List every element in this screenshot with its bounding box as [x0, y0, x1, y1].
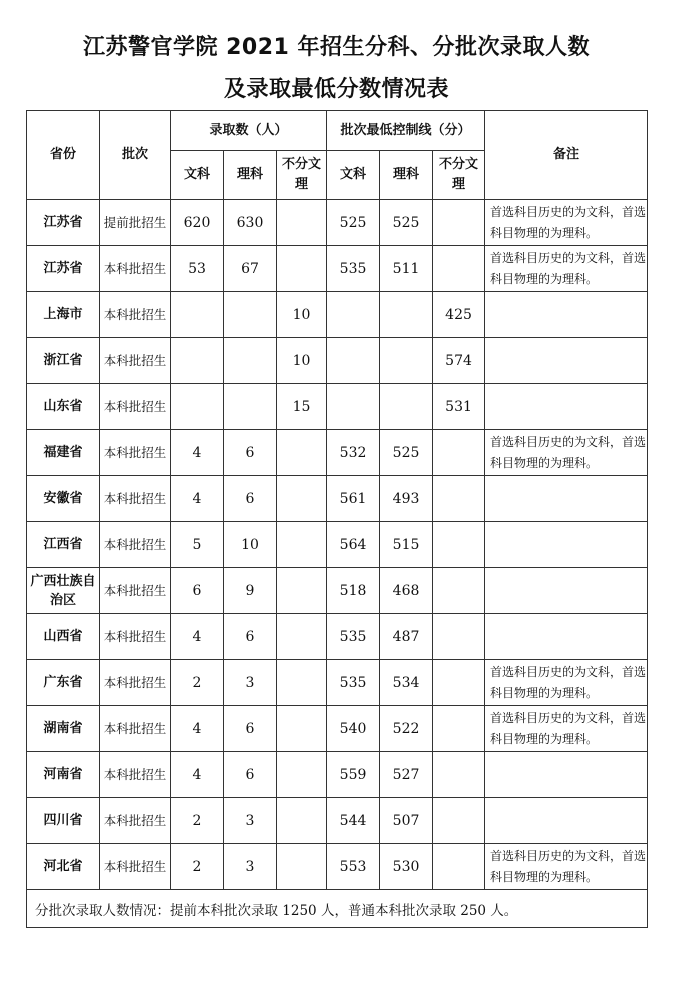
batch-cell: 本科批招生: [100, 752, 171, 798]
footer-summary: 分批次录取人数情况：提前本科批次录取 1250 人，普通本科批次录取 250 人。: [27, 890, 648, 928]
admitted-arts-cell: 2: [171, 844, 224, 890]
min-arts-cell: 564: [327, 522, 380, 568]
header-province: 省份: [27, 111, 100, 200]
admitted-arts-cell: 4: [171, 430, 224, 476]
remarks-cell: 首选科目历史的为文科，首选科目物理的为理科。: [485, 660, 648, 706]
remarks-cell: [485, 798, 648, 844]
admitted-arts-cell: 5: [171, 522, 224, 568]
min-undivided-cell: [433, 614, 485, 660]
min-science-cell: [380, 338, 433, 384]
min-science-cell: 507: [380, 798, 433, 844]
admitted-undivided-cell: [277, 522, 327, 568]
remarks-cell: [485, 522, 648, 568]
remarks-cell: [485, 476, 648, 522]
province-cell: 河北省: [27, 844, 100, 890]
header-admitted: 录取数（人）: [171, 111, 327, 151]
admitted-arts-cell: 4: [171, 752, 224, 798]
province-cell: 四川省: [27, 798, 100, 844]
min-undivided-cell: 574: [433, 338, 485, 384]
admitted-arts-cell: [171, 292, 224, 338]
document-title-line1: 江苏警官学院 2021 年招生分科、分批次录取人数: [82, 35, 591, 60]
min-arts-cell: 532: [327, 430, 380, 476]
admitted-science-cell: [224, 292, 277, 338]
batch-cell: 本科批招生: [100, 430, 171, 476]
min-arts-cell: 535: [327, 614, 380, 660]
remarks-cell: 首选科目历史的为文科，首选科目物理的为理科。: [485, 430, 648, 476]
table-row: [27, 338, 648, 384]
admitted-science-cell: 630: [224, 200, 277, 246]
batch-cell: 本科批招生: [100, 844, 171, 890]
batch-cell: 本科批招生: [100, 568, 171, 614]
min-arts-cell: 540: [327, 706, 380, 752]
header-admitted-science: 理科: [224, 151, 277, 200]
batch-cell: 本科批招生: [100, 522, 171, 568]
admitted-science-cell: 3: [224, 844, 277, 890]
min-undivided-cell: [433, 430, 485, 476]
admitted-undivided-cell: [277, 476, 327, 522]
admitted-undivided-cell: [277, 798, 327, 844]
province-cell: 山东省: [27, 384, 100, 430]
admitted-science-cell: 9: [224, 568, 277, 614]
table-row: [27, 660, 648, 706]
admitted-arts-cell: [171, 384, 224, 430]
admitted-undivided-cell: [277, 614, 327, 660]
admitted-undivided-cell: 15: [277, 384, 327, 430]
min-science-cell: 511: [380, 246, 433, 292]
batch-cell: 本科批招生: [100, 706, 171, 752]
min-science-cell: [380, 384, 433, 430]
province-cell: 江苏省: [27, 246, 100, 292]
min-science-cell: 530: [380, 844, 433, 890]
admission-table: [26, 110, 648, 928]
min-undivided-cell: [433, 476, 485, 522]
min-arts-cell: 559: [327, 752, 380, 798]
min-undivided-cell: [433, 752, 485, 798]
min-arts-cell: 553: [327, 844, 380, 890]
header-remarks: 备注: [485, 111, 648, 200]
remarks-cell: [485, 338, 648, 384]
admitted-undivided-cell: [277, 660, 327, 706]
batch-cell: 本科批招生: [100, 614, 171, 660]
admitted-arts-cell: 4: [171, 476, 224, 522]
min-arts-cell: 535: [327, 660, 380, 706]
admitted-undivided-cell: [277, 568, 327, 614]
batch-cell: 提前批招生: [100, 200, 171, 246]
batch-cell: 本科批招生: [100, 384, 171, 430]
admitted-science-cell: 3: [224, 660, 277, 706]
province-cell: 江苏省: [27, 200, 100, 246]
admitted-science-cell: 3: [224, 798, 277, 844]
remarks-cell: 首选科目历史的为文科，首选科目物理的为理科。: [485, 246, 648, 292]
min-arts-cell: 525: [327, 200, 380, 246]
document-title-line2: 及录取最低分数情况表: [223, 77, 449, 102]
admitted-arts-cell: 4: [171, 706, 224, 752]
admitted-science-cell: [224, 338, 277, 384]
min-arts-cell: 518: [327, 568, 380, 614]
min-arts-cell: [327, 292, 380, 338]
min-arts-cell: 561: [327, 476, 380, 522]
admitted-science-cell: [224, 384, 277, 430]
min-undivided-cell: [433, 200, 485, 246]
admitted-science-cell: 6: [224, 706, 277, 752]
min-undivided-cell: [433, 522, 485, 568]
admitted-science-cell: 6: [224, 752, 277, 798]
batch-cell: 本科批招生: [100, 798, 171, 844]
admitted-arts-cell: [171, 338, 224, 384]
province-cell: 福建省: [27, 430, 100, 476]
admitted-undivided-cell: [277, 200, 327, 246]
province-cell: 湖南省: [27, 706, 100, 752]
table-row: [27, 476, 648, 522]
admitted-science-cell: 67: [224, 246, 277, 292]
table-row: [27, 200, 648, 246]
remarks-cell: 首选科目历史的为文科，首选科目物理的为理科。: [485, 200, 648, 246]
admitted-arts-cell: 2: [171, 798, 224, 844]
province-cell: 河南省: [27, 752, 100, 798]
header-min-score: 批次最低控制线（分）: [327, 111, 485, 151]
min-arts-cell: 544: [327, 798, 380, 844]
province-cell: 浙江省: [27, 338, 100, 384]
admitted-arts-cell: 4: [171, 614, 224, 660]
remarks-cell: [485, 568, 648, 614]
admitted-science-cell: 6: [224, 614, 277, 660]
header-admitted-arts: 文科: [171, 151, 224, 200]
table-row: [27, 614, 648, 660]
admitted-arts-cell: 6: [171, 568, 224, 614]
admitted-undivided-cell: [277, 246, 327, 292]
remarks-cell: [485, 614, 648, 660]
min-science-cell: 527: [380, 752, 433, 798]
min-arts-cell: 535: [327, 246, 380, 292]
min-science-cell: 487: [380, 614, 433, 660]
batch-cell: 本科批招生: [100, 476, 171, 522]
admitted-undivided-cell: [277, 706, 327, 752]
table-row: [27, 752, 648, 798]
min-undivided-cell: [433, 246, 485, 292]
min-undivided-cell: 531: [433, 384, 485, 430]
header-batch: 批次: [100, 111, 171, 200]
batch-cell: 本科批招生: [100, 338, 171, 384]
min-undivided-cell: [433, 660, 485, 706]
min-undivided-cell: [433, 798, 485, 844]
table-row: [27, 430, 648, 476]
province-cell: 上海市: [27, 292, 100, 338]
admitted-arts-cell: 53: [171, 246, 224, 292]
table-row: [27, 522, 648, 568]
header-admitted-undivided: 不分文理: [277, 151, 327, 200]
table-row: [27, 292, 648, 338]
admitted-science-cell: 10: [224, 522, 277, 568]
province-cell: 广东省: [27, 660, 100, 706]
admitted-undivided-cell: 10: [277, 292, 327, 338]
min-undivided-cell: [433, 844, 485, 890]
admitted-undivided-cell: [277, 752, 327, 798]
table-row: [27, 384, 648, 430]
admitted-undivided-cell: 10: [277, 338, 327, 384]
header-min-undivided: 不分文理: [433, 151, 485, 200]
table-row: [27, 706, 648, 752]
table-row: [27, 246, 648, 292]
min-science-cell: 493: [380, 476, 433, 522]
admitted-arts-cell: 620: [171, 200, 224, 246]
min-science-cell: 515: [380, 522, 433, 568]
batch-cell: 本科批招生: [100, 292, 171, 338]
min-science-cell: 525: [380, 200, 433, 246]
min-science-cell: [380, 292, 433, 338]
table-row: [27, 844, 648, 890]
batch-cell: 本科批招生: [100, 660, 171, 706]
batch-cell: 本科批招生: [100, 246, 171, 292]
admitted-science-cell: 6: [224, 476, 277, 522]
admitted-undivided-cell: [277, 430, 327, 476]
min-arts-cell: [327, 338, 380, 384]
remarks-cell: [485, 384, 648, 430]
province-cell: 山西省: [27, 614, 100, 660]
remarks-cell: [485, 752, 648, 798]
min-science-cell: 468: [380, 568, 433, 614]
header-min-arts: 文科: [327, 151, 380, 200]
remarks-cell: 首选科目历史的为文科，首选科目物理的为理科。: [485, 706, 648, 752]
footer-row: [27, 890, 648, 928]
province-cell: 安徽省: [27, 476, 100, 522]
min-undivided-cell: [433, 568, 485, 614]
remarks-cell: 首选科目历史的为文科，首选科目物理的为理科。: [485, 844, 648, 890]
table-row: [27, 568, 648, 614]
min-undivided-cell: [433, 706, 485, 752]
header-min-science: 理科: [380, 151, 433, 200]
min-arts-cell: [327, 384, 380, 430]
province-cell: 江西省: [27, 522, 100, 568]
min-science-cell: 534: [380, 660, 433, 706]
min-undivided-cell: 425: [433, 292, 485, 338]
min-science-cell: 525: [380, 430, 433, 476]
table-row: [27, 798, 648, 844]
admitted-science-cell: 6: [224, 430, 277, 476]
min-science-cell: 522: [380, 706, 433, 752]
admitted-arts-cell: 2: [171, 660, 224, 706]
province-cell: 广西壮族自治区: [27, 568, 100, 614]
remarks-cell: [485, 292, 648, 338]
admitted-undivided-cell: [277, 844, 327, 890]
